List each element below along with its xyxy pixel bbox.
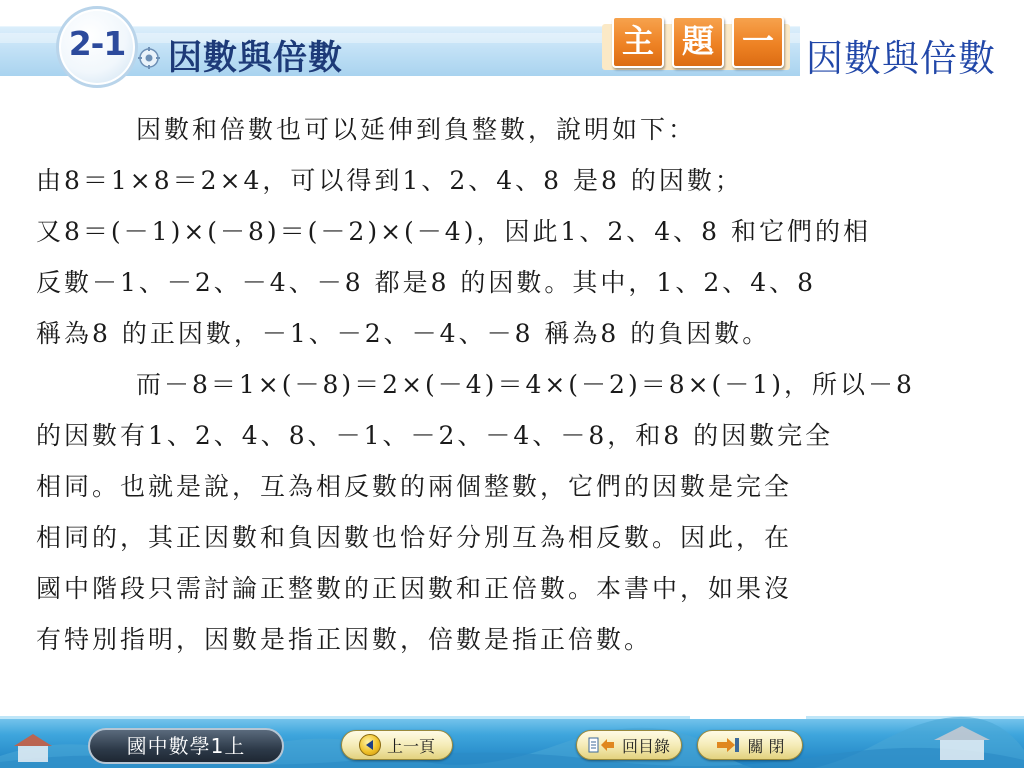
text-line: 相同的，其正因數和負因數也恰好分別互為相反數。因此，在 [36, 523, 793, 552]
close-arrow-icon [715, 736, 741, 754]
close-label: 關 閉 [747, 736, 785, 756]
theme-badge-2: 題 [672, 16, 724, 68]
gear-icon [137, 46, 161, 70]
section-title: 因數與倍數 [168, 38, 343, 78]
theme-badge-3: 一 [732, 16, 784, 68]
text-line: 國中階段只需討論正整數的正因數和正倍數。本書中，如果沒 [36, 574, 793, 603]
header-bar [0, 0, 1024, 90]
text-line: 而－8＝1×(－8)＝2×(－4)＝4×(－2)＝8×(－1)，所以－8 [136, 370, 915, 399]
section-number: 2-1 [68, 24, 126, 63]
text-line: 反數－1、－2、－4、－8 都是8 的因數。其中，1、2、4、8 [36, 268, 817, 297]
lesson-text [36, 104, 976, 665]
text-line: 由8＝1×8＝2×4，可以得到1、2、4、8 是8 的因數； [36, 166, 743, 195]
previous-page-button[interactable] [341, 730, 453, 760]
book-title: 國中數學1上 [88, 728, 284, 764]
text-line: 有特別指明，因數是指正因數，倍數是指正倍數。 [36, 625, 653, 654]
previous-page-label: 上一頁 [386, 736, 435, 756]
text-line: 相同。也就是說，互為相反數的兩個整數，它們的因數是完全 [36, 472, 793, 501]
toc-label: 回目錄 [621, 736, 670, 756]
text-line: 又8＝(－1)×(－8)＝(－2)×(－4)，因此1、2、4、8 和它們的相 [36, 217, 872, 246]
text-line: 因數和倍數也可以延伸到負整數，說明如下： [136, 115, 697, 144]
theme-badge-1: 主 [612, 16, 664, 68]
text-line: 的因數有1、2、4、8、－1、－2、－4、－8，和8 的因數完全 [36, 421, 834, 450]
footer-divider [690, 716, 806, 719]
topic-title: 因數與倍數 [806, 37, 996, 80]
toc-arrow-icon [588, 736, 616, 754]
table-of-contents-button[interactable] [576, 730, 682, 760]
text-line: 稱為8 的正因數，－1、－2、－4、－8 稱為8 的負因數。 [36, 319, 771, 348]
close-button[interactable] [697, 730, 803, 760]
prev-arrow-icon [359, 734, 381, 756]
